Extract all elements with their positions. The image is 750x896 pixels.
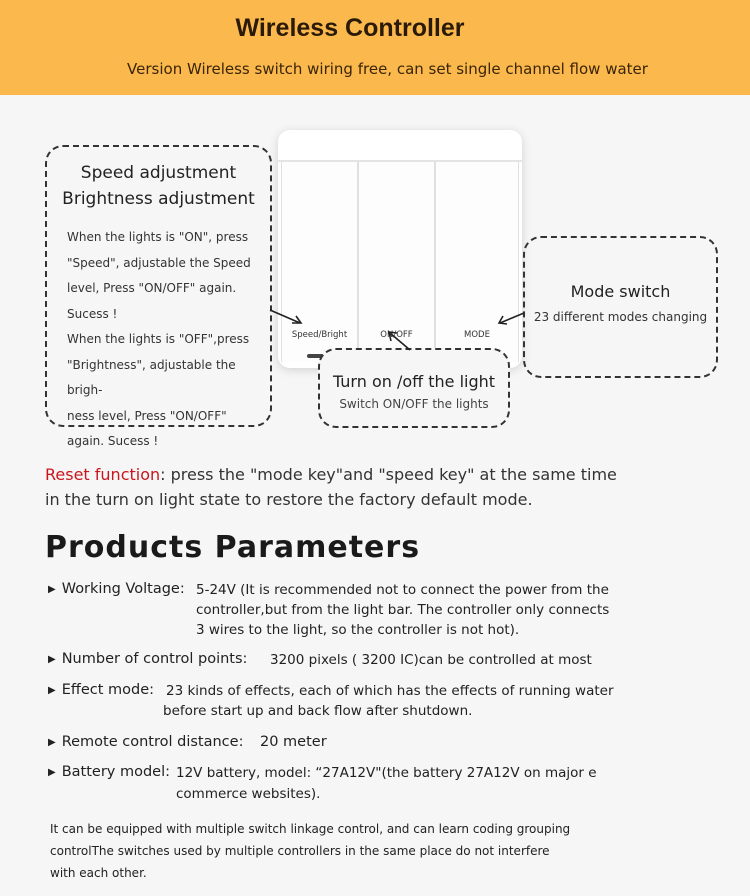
speed-callout-line: "Brightness", adjustable the brigh-: [67, 357, 236, 397]
param-value-line: 23 kinds of effects, each of which has the effects of running water: [166, 683, 614, 699]
param-value-line: commerce websites).: [176, 786, 321, 802]
param-value-line: 12V battery, model: “27A12V"(the battery 27A12V on major e: [176, 765, 597, 781]
footer-note: [50, 818, 650, 884]
speed-callout-line: "Speed", adjustable the Speed: [67, 255, 251, 270]
reset-function-text: [45, 462, 705, 512]
speed-callout: [45, 145, 272, 448]
speed-callout-line: level, Press "ON/OFF" again.: [67, 281, 237, 295]
footer-line: It can be equipped with multiple switch linkage control, and can learn coding grouping: [50, 822, 571, 836]
param-battery-model: [48, 764, 597, 802]
param-value-line: 3200 pixels ( 3200 IC)can be controlled at most: [270, 652, 592, 668]
speed-callout-line: ness level, Press "ON/OFF": [67, 408, 227, 423]
onoff-callout-sub: Switch ON/OFF the lights: [339, 397, 489, 411]
reset-function-line1: : press the "mode key"and "speed key" at the same time: [160, 465, 617, 484]
triangle-bullet-icon: ▶: [48, 737, 56, 748]
param-label: Battery model:: [61, 764, 171, 780]
param-value-line: 3 wires to the light, so the controller is not hot).: [196, 622, 520, 638]
param-value-line: 5-24V (It is recommended not to connect the power from the: [196, 582, 609, 598]
triangle-bullet-icon: ▶: [48, 767, 56, 778]
page-title: Wireless Controller: [235, 14, 465, 42]
param-effect-mode: [48, 682, 614, 719]
param-remote-distance: [48, 734, 327, 750]
speed-callout-line: When the lights is "ON", press: [67, 230, 249, 244]
speed-bright-key-label: Speed/Bright: [291, 330, 348, 340]
mode-callout: [523, 236, 718, 378]
param-label: Remote control distance:: [61, 734, 244, 750]
brightness-callout-title: Brightness adjustment: [62, 189, 255, 209]
param-value-line: before start up and back flow after shutdown.: [163, 703, 473, 719]
param-label: Working Voltage:: [61, 581, 185, 597]
footer-line: with each other.: [50, 866, 147, 880]
param-control-points: [48, 651, 592, 668]
onoff-callout-title: Turn on /off the light: [332, 372, 496, 391]
onoff-key-label: ON/OFF: [380, 330, 413, 340]
speed-callout-line: When the lights is "OFF",press: [67, 332, 250, 346]
param-value-line: 20 meter: [260, 734, 327, 750]
reset-function-line2: in the turn on light state to restore the factory default mode.: [45, 490, 533, 509]
mode-key-label: MODE: [464, 330, 490, 340]
header-banner: [0, 0, 750, 95]
mode-callout-title: Mode switch: [570, 282, 671, 301]
triangle-bullet-icon: ▶: [48, 584, 56, 595]
reset-function-label: Reset function: [45, 465, 161, 484]
param-label: Effect mode:: [61, 682, 155, 698]
speed-callout-body: [67, 225, 272, 455]
page-subtitle: Version Wireless switch wiring free, can set single channel flow water: [127, 60, 648, 78]
triangle-bullet-icon: ▶: [48, 685, 56, 696]
speed-callout-line: again. Sucess !: [67, 434, 159, 448]
onoff-key[interactable]: [358, 162, 435, 362]
wall-switch-panel: [278, 130, 522, 368]
mode-callout-sub: 23 different modes changing: [533, 310, 708, 324]
param-value-line: controller,but from the light bar. The controller only connects: [196, 602, 610, 618]
products-parameters-heading: Products Parameters: [45, 530, 421, 565]
mode-key[interactable]: [435, 162, 519, 362]
footer-line: controlThe switches used by multiple controllers in the same place do not interfere: [50, 844, 550, 858]
speed-callout-line: Sucess !: [67, 306, 118, 321]
triangle-bullet-icon: ▶: [48, 654, 56, 665]
speed-callout-title: Speed adjustment: [80, 163, 237, 183]
param-label: Number of control points:: [61, 651, 248, 667]
param-working-voltage: [48, 581, 610, 638]
speed-bright-key[interactable]: [281, 162, 358, 362]
onoff-callout: [318, 348, 510, 428]
